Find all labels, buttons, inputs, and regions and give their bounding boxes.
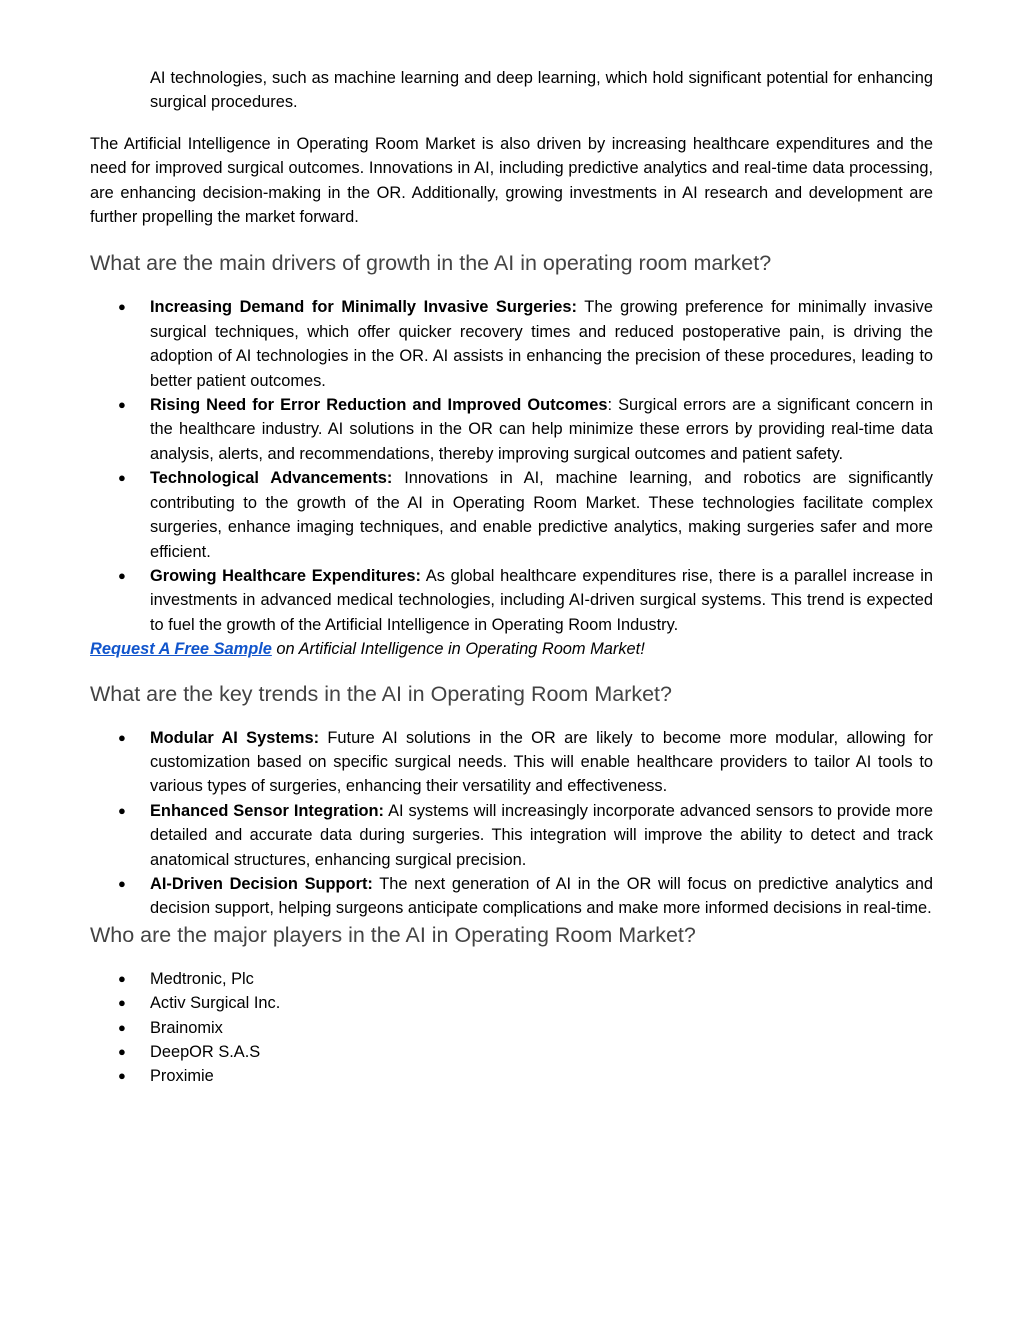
list-item — [90, 967, 933, 991]
bullet-icon: ● — [118, 995, 126, 1011]
drivers-heading: What are the main drivers of growth in the AI in operating room market? — [90, 251, 772, 276]
bullet-icon: ● — [118, 397, 126, 413]
list-item — [90, 564, 933, 637]
list-item-title: AI-Driven Decision Support: — [150, 874, 373, 893]
list-item-text: As global healthcare expenditures rise, there is a parallel increase in investments in advanced medical technologies, including AI-driven surgical systems. This trend is expected to fuel the growth of the Artificial Intelligence in Operating Room Industry. — [150, 566, 933, 634]
player-name: Medtronic, Plc — [150, 969, 254, 988]
list-item-text: Innovations in AI, machine learning, and robotics are significantly contributing to the growth of the AI in Operating Room Market. These technologies facilitate complex surgeries, enhance imaging techniques, and enable predictive analytics, making surgeries safer and more efficient. — [150, 469, 933, 561]
list-item — [90, 1016, 933, 1040]
bullet-icon: ● — [118, 567, 126, 583]
players-list — [90, 967, 933, 1089]
body-paragraph: The Artificial Intelligence in Operating Room Market is also driven by increasing healthcare expenditures and the need for improved surgical outcomes. Innovations in AI, including predictive analytics and real-time data processing, are enhancing decision-making in the OR. Additionally, growing investments in AI research and development are further propelling the market forward. — [90, 134, 933, 227]
list-item — [90, 726, 933, 799]
trends-heading: What are the key trends in the AI in Operating Room Market? — [90, 681, 672, 706]
list-item-text: AI systems will increasingly incorporate advanced sensors to provide more detailed and accurate data during surgeries. This integration will improve the ability to detect and track anatomical structures, enhancing surgical precision. — [150, 801, 933, 869]
list-item-title: Enhanced Sensor Integration: — [150, 801, 384, 820]
list-item-title: Rising Need for Error Reduction and Improved Outcomes — [150, 396, 608, 415]
list-item — [90, 295, 933, 393]
request-sample-link[interactable]: Request A Free Sample — [90, 640, 272, 659]
sample-request-line — [90, 637, 933, 661]
bullet-icon: ● — [118, 802, 126, 818]
list-item — [90, 466, 933, 564]
list-item — [90, 991, 933, 1015]
bullet-icon: ● — [118, 1019, 126, 1035]
list-item-title: Modular AI Systems: — [150, 728, 320, 747]
bullet-icon: ● — [118, 1044, 126, 1059]
list-item-text: The growing preference for minimally invasive surgical techniques, which offer quicker recovery times and reduced postoperative pain, is driving the adoption of AI technologies in the OR. AI assists in enhancing the precision of these procedures, leading to better patient outcomes. — [150, 298, 933, 390]
bullet-icon: ● — [118, 875, 126, 891]
drivers-list — [90, 295, 933, 637]
list-item — [90, 872, 933, 921]
list-item-text: Future AI solutions in the OR are likely to become more modular, allowing for customization based on specific surgical needs. This will enable healthcare providers to tailor AI tools to various types of surgeries, enhancing their versatility and effectiveness. — [150, 728, 934, 796]
bullet-icon: ● — [118, 299, 126, 315]
bullet-icon: ● — [118, 1068, 126, 1084]
list-item-text: The next generation of AI in the OR will focus on predictive analytics and decision support, helping surgeons anticipate complications and make more informed decisions in real-time. — [150, 874, 933, 918]
list-item-title: Technological Advancements: — [150, 469, 393, 488]
player-name: DeepOR S.A.S — [150, 1043, 261, 1061]
list-item — [90, 1040, 933, 1064]
list-item — [90, 799, 933, 872]
player-name: Proximie — [150, 1067, 214, 1086]
player-name: Brainomix — [150, 1018, 223, 1037]
list-item-title: Increasing Demand for Minimally Invasive Surgeries: — [150, 298, 577, 317]
list-item-text: : Surgical errors are a significant concern in the healthcare industry. AI solutions in the OR can help minimize these errors by providing real-time data analysis, alerts, and recommendations, thereby improving surgical outcomes and patient safety. — [150, 396, 933, 463]
document-page — [90, 66, 933, 1089]
bullet-icon: ● — [118, 729, 126, 745]
sample-request-suffix: on Artificial Intelligence in Operating Room Market! — [271, 640, 645, 659]
players-heading: Who are the major players in the AI in Operating Room Market? — [90, 922, 696, 947]
bullet-icon: ● — [118, 470, 126, 486]
list-item — [90, 1064, 933, 1088]
trends-list — [90, 726, 933, 921]
bullet-icon: ● — [118, 970, 126, 986]
player-name: Activ Surgical Inc. — [150, 994, 281, 1013]
intro-continuation: AI technologies, such as machine learning and deep learning, which hold significant potential for enhancing surgical procedures. — [150, 69, 933, 112]
list-item — [90, 393, 933, 466]
list-item-title: Growing Healthcare Expenditures: — [150, 566, 421, 585]
